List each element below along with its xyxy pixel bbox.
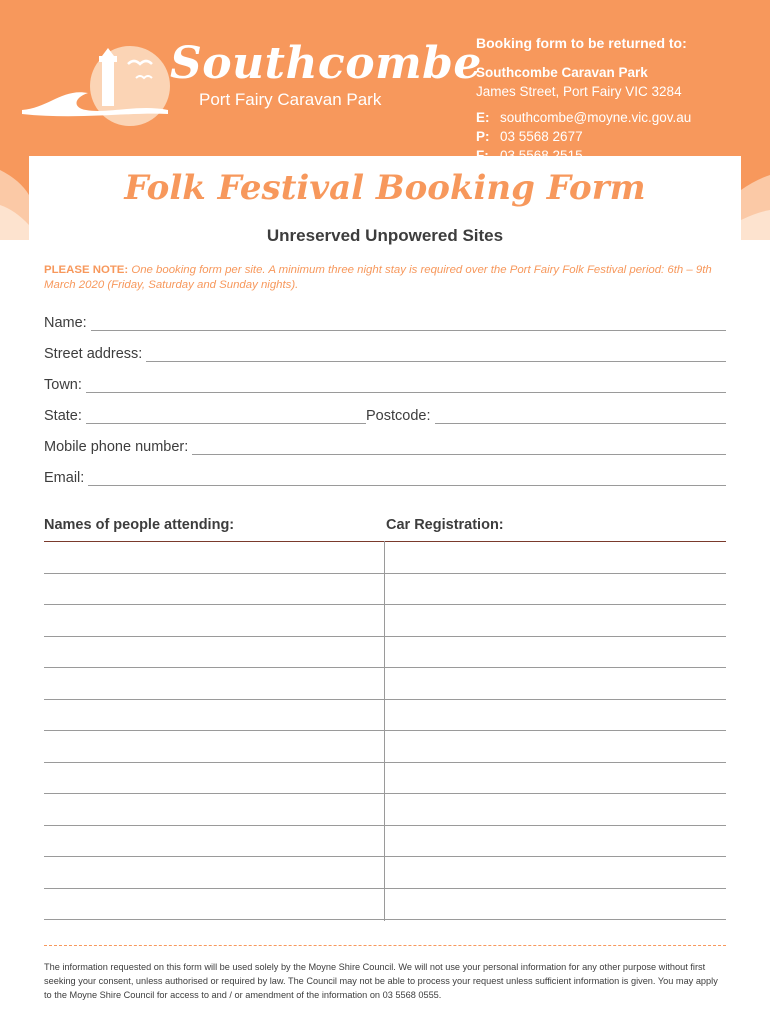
note-label: PLEASE NOTE: [44, 264, 129, 276]
town-label: Town: [44, 377, 82, 393]
email-label: Email: [44, 470, 85, 486]
state-field [44, 404, 366, 424]
name-label: Name: [44, 315, 87, 331]
attendee-name-cell[interactable] [44, 793, 384, 824]
contact-email-row [476, 108, 691, 127]
contact-key: E: [476, 110, 490, 125]
contact-email[interactable]: southcombe@moyne.vic.gov.au [500, 110, 692, 125]
please-note [44, 263, 724, 293]
attendee-name-cell[interactable] [44, 856, 384, 887]
postcode-label: Postcode: [366, 408, 431, 424]
attendee-name-cell[interactable] [44, 604, 384, 635]
contact-fax: 03 5568 2515 [500, 148, 583, 163]
car-registration-cell[interactable] [385, 856, 726, 887]
southcombe-logo [18, 38, 482, 138]
form-title: Folk Festival Booking Form [124, 168, 646, 208]
car-registration-cell[interactable] [385, 762, 726, 793]
street-field [44, 342, 726, 362]
car-registration-cell[interactable] [385, 699, 726, 730]
logo-subtitle: Port Fairy Caravan Park [199, 90, 382, 109]
mobile-field [44, 435, 726, 455]
postcode-input-line[interactable] [435, 409, 727, 424]
name-input-line[interactable] [91, 316, 726, 331]
table-row-line [44, 919, 726, 920]
privacy-statement: The information requested on this form will be used solely by the Moyne Shire Council. We will not use your personal information for any other purpose without first seeking your consent, unless authorised or required by law. The Council may not be able to process your request unless sufficient information is given. You may apply to the Moyne Shire Council for access to and / or amendment of the information on 03 5568 0555. [44, 962, 718, 1000]
car-registration-cell[interactable] [385, 541, 726, 572]
car-registration-cell[interactable] [385, 636, 726, 667]
car-registration-cell[interactable] [385, 573, 726, 604]
lighthouse-wave-emblem-icon [18, 38, 188, 138]
state-input-line[interactable] [86, 409, 366, 424]
town-field [44, 373, 726, 393]
car-registration-cell[interactable] [385, 825, 726, 856]
attendee-name-cell[interactable] [44, 667, 384, 698]
car-registration-cell[interactable] [385, 793, 726, 824]
note-text: One booking form per site. A minimum three night stay is required over the Port Fairy Folk Festival period: 6th – 9th March 2020 (Friday, Saturday and Sunday nights). [44, 264, 712, 291]
town-input-line[interactable] [86, 378, 726, 393]
contact-key: P: [476, 129, 490, 144]
logo-title: Southcombe [170, 38, 482, 89]
people-column-heading: Names of people attending: [44, 517, 235, 533]
attendee-name-cell[interactable] [44, 699, 384, 730]
postcode-field [366, 404, 726, 424]
email-input-line[interactable] [88, 471, 726, 486]
mobile-input-line[interactable] [192, 440, 726, 455]
street-label: Street address: [44, 346, 143, 362]
state-label: State: [44, 408, 82, 424]
attendee-name-cell[interactable] [44, 762, 384, 793]
contact-phone-row [476, 127, 691, 146]
car-registration-cell[interactable] [385, 888, 726, 919]
footer-divider [44, 945, 726, 946]
form-subtitle: Unreserved Unpowered Sites [266, 226, 504, 245]
contact-key: F: [476, 148, 489, 163]
return-park-name: Southcombe Caravan Park [476, 65, 648, 80]
return-address: James Street, Port Fairy VIC 3284 [476, 84, 682, 99]
attendee-name-cell[interactable] [44, 825, 384, 856]
mobile-label: Mobile phone number: [44, 439, 189, 455]
email-field [44, 466, 726, 486]
car-column-heading: Car Registration: [386, 517, 504, 533]
attendee-name-cell[interactable] [44, 888, 384, 919]
car-registration-cell[interactable] [385, 730, 726, 761]
street-input-line[interactable] [146, 347, 726, 362]
car-registration-cell[interactable] [385, 667, 726, 698]
contact-phone: 03 5568 2677 [500, 129, 583, 144]
return-info [476, 34, 691, 165]
contact-fax-row [476, 146, 691, 165]
attendee-table [44, 541, 726, 921]
attendee-name-cell[interactable] [44, 541, 384, 572]
attendee-name-cell[interactable] [44, 730, 384, 761]
attendee-name-cell[interactable] [44, 573, 384, 604]
name-field [44, 311, 726, 331]
attendee-name-cell[interactable] [44, 636, 384, 667]
car-registration-cell[interactable] [385, 604, 726, 635]
return-heading: Booking form to be returned to: [476, 35, 687, 51]
